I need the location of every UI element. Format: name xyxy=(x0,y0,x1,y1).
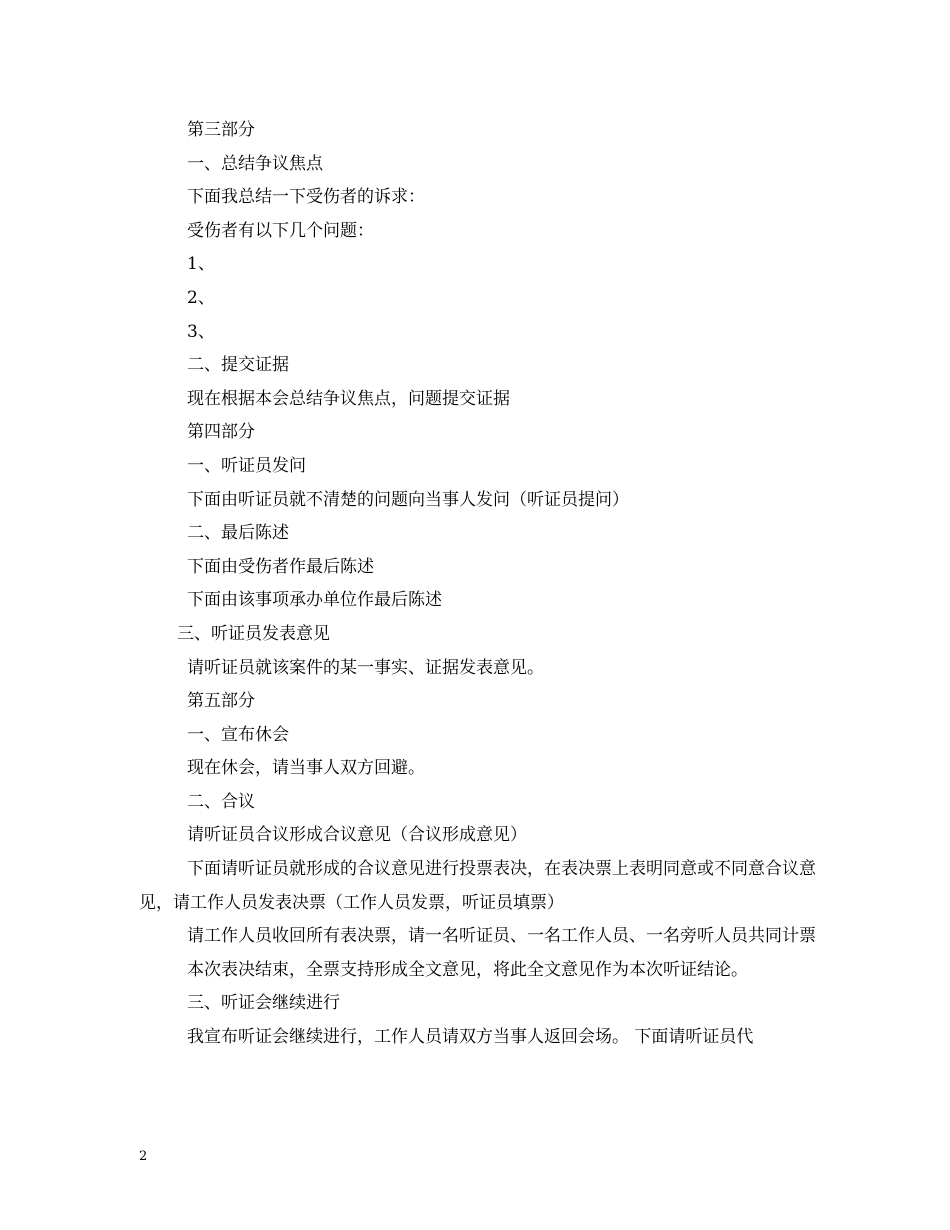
text-line: 现在休会，请当事人双方回避。 xyxy=(187,758,425,779)
text-line: 下面我总结一下受伤者的诉求： xyxy=(187,187,425,208)
text-line: 下面由受伤者作最后陈述 xyxy=(187,556,374,577)
section-heading-part-3: 第三部分 xyxy=(187,120,255,140)
text-line: 受伤者有以下几个问题： xyxy=(187,220,374,241)
text-line: 现在根据本会总结争议焦点，问题提交证据 xyxy=(187,388,510,409)
subheading-opinions: 三、听证员发表意见 xyxy=(177,623,330,644)
subheading-submit-evidence: 二、提交证据 xyxy=(187,355,289,376)
subheading-summarize-issues: 一、总结争议焦点 xyxy=(187,153,323,174)
list-item: 2、 xyxy=(187,287,215,308)
subheading-final-statement: 二、最后陈述 xyxy=(187,523,289,544)
subheading-deliberation: 二、合议 xyxy=(187,791,255,812)
subheading-questioning: 一、听证员发问 xyxy=(187,455,306,476)
list-item: 3、 xyxy=(187,321,215,342)
text-line: 下面由该事项承办单位作最后陈述 xyxy=(187,590,442,611)
text-line: 请听证员合议形成合议意见（合议形成意见） xyxy=(187,825,527,846)
subheading-adjourn: 一、宣布休会 xyxy=(187,724,289,745)
text-line-result: 本次表决结束，全票支持形成全文意见，将此全文意见作为本次听证结论。 xyxy=(187,959,748,980)
subheading-continue: 三、听证会继续进行 xyxy=(187,993,340,1014)
paragraph-count: 请工作人员收回所有表决票，请一名听证员、一名工作人员、一名旁听人员共同计票 xyxy=(187,926,816,947)
list-item: 1、 xyxy=(187,254,215,275)
page-number: 2 xyxy=(139,1149,148,1164)
section-heading-part-5: 第五部分 xyxy=(187,691,255,712)
text-line: 请听证员就该案件的某一事实、证据发表意见。 xyxy=(187,657,544,678)
paragraph-vote: 下面请听证员就形成的合议意见进行投票表决，在表决票上表明同意或不同意合议意见，请工作人员发表决票（工作人员发票，听证员填票） xyxy=(139,859,816,913)
text-line-continue: 我宣布听证会继续进行，工作人员请双方当事人返回会场。 下面请听证员代 xyxy=(187,1027,754,1048)
document-body xyxy=(139,114,819,1055)
text-line: 下面由听证员就不清楚的问题向当事人发问（听证员提问） xyxy=(187,489,629,510)
section-heading-part-4: 第四部分 xyxy=(187,422,255,443)
